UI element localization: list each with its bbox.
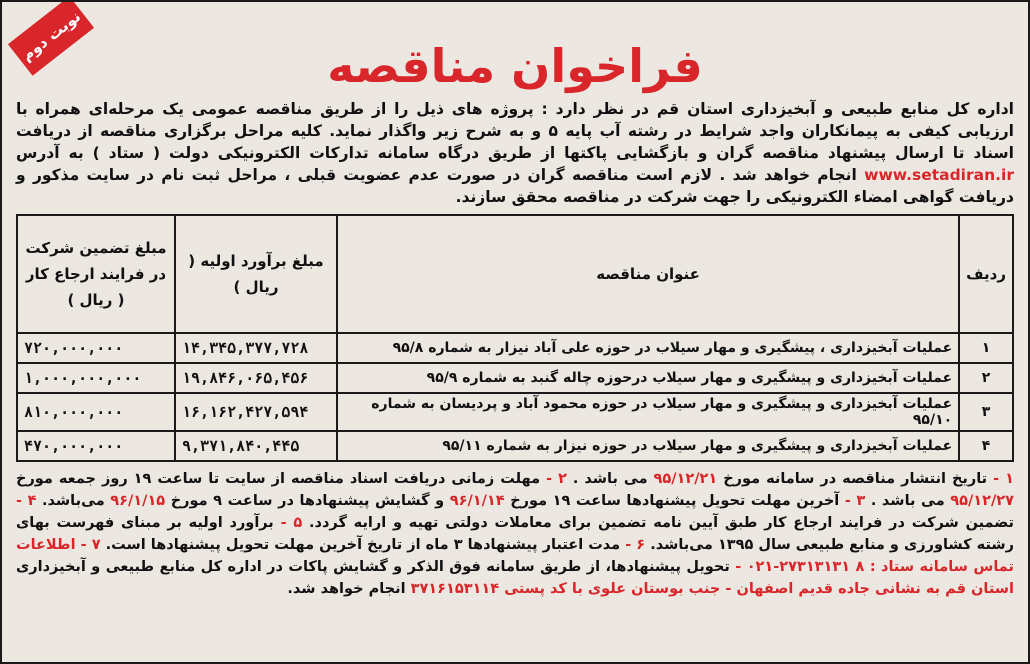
- note-4-text: تضمین شرکت در فرایند ارجاع کار طبق آیین نامه تضمین برای معاملات دولتی تهیه و ارایه گردد.: [309, 515, 1015, 531]
- setad-phone: ۰۲۱-۲۷۳۱۳۱۳۱: [746, 559, 851, 575]
- intro-text: اداره کل منابع طبیعی و آبخیزداری استان قم در نظر دارد : پروژه های ذیل را از طریق مناقصه عمومی یک مرحله‌ای همراه با ارزیابی کیفی به پیمانکاران واجد شرایط در رشته آب پایه ۵ و به شرح زیر واگذار نماید. کلیه مراحل برگزاری مناقصه از دریافت اسناد تا ارسال پیشنهاد مناقصه گران و بازگشایی پاکتها از طریق درگاه سامانه تدارکات الکترونیکی دولت ( ستاد ) به آدرس: [16, 100, 1014, 162]
- note-8-text: تحویل پیشنهادها، از طریق سامانه فوق الذکر و گشایش پاکات در اداره کل منابع طبیعی و آبخیزداری: [16, 559, 730, 575]
- submission-deadline: ۹۶/۱/۱۴: [449, 493, 505, 509]
- header-row-number: ردیف: [959, 215, 1013, 333]
- row-estimate: ۱۹,۸۴۶,۰۶۵,۴۵۶: [175, 363, 337, 393]
- table-row: [17, 363, 1013, 393]
- note-2-text: مهلت زمانی دریافت اسناد مناقصه از سایت تا ساعت ۱۹ روز جمعه مورخ: [16, 471, 541, 487]
- row-guarantee: ۴۷۰,۰۰۰,۰۰۰: [17, 431, 175, 461]
- row-guarantee: ۸۱۰,۰۰۰,۰۰۰: [17, 393, 175, 431]
- row-estimate: ۱۴,۳۴۵,۳۷۷,۷۲۸: [175, 333, 337, 363]
- note-4-number: ۴ -: [16, 493, 37, 509]
- note-6-text: مدت اعتبار پیشنهادها ۳ ماه از تاریخ آخرین مهلت تحویل پیشنهادها است.: [105, 537, 621, 553]
- note-7-label: اطلاعات تماس سامانه ستاد :: [16, 537, 1014, 575]
- note-5-number: ۵ -: [280, 515, 303, 531]
- header-subject: عنوان مناقصه: [337, 215, 959, 333]
- row-number: ۴: [959, 431, 1013, 461]
- row-number: ۱: [959, 333, 1013, 363]
- opening-date: ۹۶/۱/۱۵: [110, 493, 166, 509]
- note-1-number: ۱ -: [993, 471, 1014, 487]
- row-subject: عملیات آبخیزداری و پیشگیری و مهار سیلاب در حوزه محمود آباد و پردیسان به شماره ۹۵/۱۰: [337, 393, 959, 431]
- note-5-text: برآورد اولیه بر مبنای فهرست بهای رشته کشاورزی و منابع طبیعی سال ۱۳۹۵ می‌باشد.: [16, 515, 1014, 553]
- intro-paragraph: [16, 98, 1014, 208]
- note-6-number: ۶ -: [625, 537, 646, 553]
- row-number: ۳: [959, 393, 1013, 431]
- note-8-end: انجام خواهد شد.: [287, 581, 406, 597]
- note-3-text: آخرین مهلت تحویل پیشنهادها ساعت ۱۹ مورخ: [510, 493, 840, 509]
- note-1-text: تاریخ انتشار مناقصه در سامانه مورخ: [723, 471, 988, 487]
- setad-url-link[interactable]: www.setadiran.ir: [864, 166, 1014, 184]
- publish-date: ۹۵/۱۲/۲۱: [653, 471, 718, 487]
- tender-table: [16, 214, 1014, 462]
- table-row: [17, 393, 1013, 431]
- note-3-number: ۳ -: [844, 493, 866, 509]
- header-guarantee: مبلغ تضمین شرکت در فرایند ارجاع کار ( ریال ): [17, 215, 175, 333]
- note-1-end: می باشد .: [572, 471, 648, 487]
- row-number: ۲: [959, 363, 1013, 393]
- table-row: [17, 333, 1013, 363]
- edition-badge: نوبت دوم: [8, 0, 94, 76]
- note-3-end: می‌باشد.: [42, 493, 105, 509]
- intro-text-2: انجام خواهد شد . لازم است مناقصه گران در صورت عدم عضویت قبلی ، مراحل ثبت نام در سایت مذکور و دریافت گواهی امضاء الکترونیکی را جهت شرکت در مناقصه محقق سازند.: [16, 166, 1014, 206]
- row-estimate: ۱۶,۱۶۲,۴۲۷,۵۹۴: [175, 393, 337, 431]
- office-address: استان قم به نشانی جاده قدیم اصفهان - جنب بوستان علوی با کد پستی: [504, 581, 1014, 597]
- row-subject: عملیات آبخیزداری و پیشگیری و مهار سیلاب در حوزه نیزار به شماره ۹۵/۱۱: [337, 431, 959, 461]
- table-row: [17, 431, 1013, 461]
- note-3-mid: و گشایش پیشنهادها در ساعت ۹ مورخ: [170, 493, 445, 509]
- document-deadline: ۹۵/۱۲/۲۷: [950, 493, 1014, 509]
- notes-paragraph: [16, 468, 1014, 600]
- note-2-end: می باشد .: [870, 493, 945, 509]
- note-2-number: ۲ -: [546, 471, 567, 487]
- row-subject: عملیات آبخیزداری ، پیشگیری و مهار سیلاب در حوزه علی آباد نیزار به شماره ۹۵/۸: [337, 333, 959, 363]
- postal-code: ۳۷۱۶۱۵۳۱۱۴: [410, 581, 500, 597]
- row-guarantee: ۱,۰۰۰,۰۰۰,۰۰۰: [17, 363, 175, 393]
- row-subject: عملیات آبخیزداری و پیشگیری و مهار سیلاب درحوزه چاله گنبد به شماره ۹۵/۹: [337, 363, 959, 393]
- note-7-number: ۷ -: [80, 537, 101, 553]
- row-guarantee: ۷۲۰,۰۰۰,۰۰۰: [17, 333, 175, 363]
- note-8-number: ۸ -: [735, 559, 865, 575]
- table-header-row: [17, 215, 1013, 333]
- row-estimate: ۹,۳۷۱,۸۴۰,۴۴۵: [175, 431, 337, 461]
- header-estimate: مبلغ برآورد اولیه ( ریال ): [175, 215, 337, 333]
- page-title: فراخوان مناقصه: [327, 39, 703, 93]
